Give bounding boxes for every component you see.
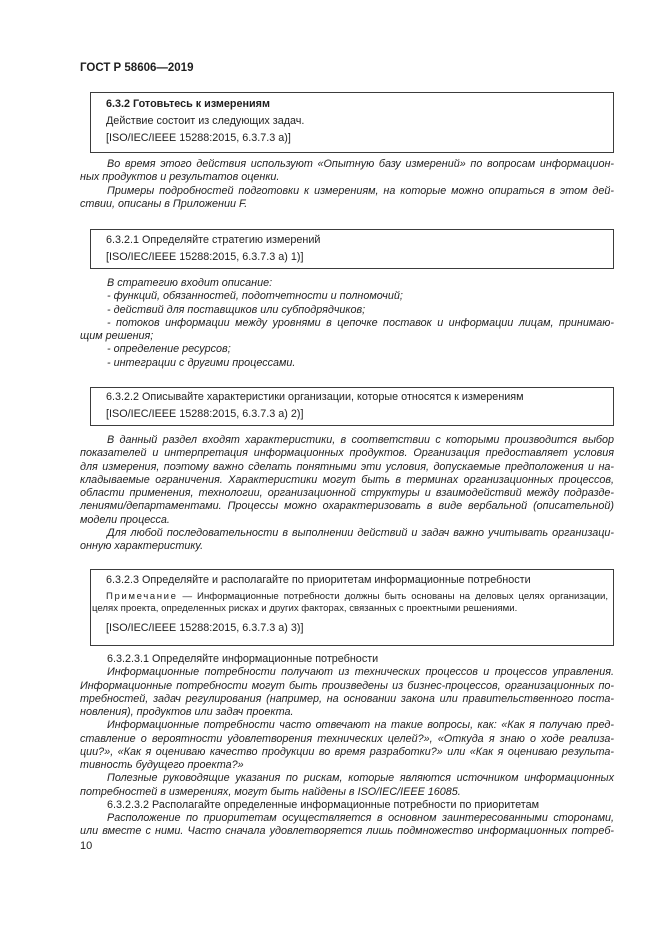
page-number: 10 — [80, 840, 93, 852]
paragraph — [80, 527, 614, 554]
clause-title: 6.3.2.1 Определяйте стратегию измерений — [106, 234, 321, 246]
paragraph-line: области применения, технологии, организационной структуры и взаимодействий между подразде- — [80, 487, 614, 499]
paragraph-line: В данный раздел входят характеристики, в соответствии с которыми производится выбор — [107, 434, 614, 446]
paragraph-line: Расположение по приоритетам осуществляется в основном заинтересованными сторонами, — [107, 812, 614, 824]
clause-text: Действие состоит из следующих задач. — [106, 115, 305, 127]
paragraph-line: Информационные потребности могут быть произведены из бизнес-процессов, организационных по- — [80, 679, 614, 692]
standard-designation: ГОСТ Р 58606—2019 — [80, 62, 194, 74]
list-intro: В стратегию входит описание: — [107, 277, 273, 289]
paragraph-line: Во время этого действия используют «Опытную базу измерений» по вопросам информацион- — [107, 158, 614, 170]
note-line: целях проекта, определенных рисках и других факторах, связанных с проектными решениями. — [92, 603, 518, 614]
list-item-line: - определение ресурсов; — [107, 343, 231, 356]
paragraph-line: ных продуктов и результатов оценки. — [80, 171, 280, 184]
explanation-6-3-2-1 — [80, 277, 614, 370]
subclause-title: 6.3.2.3.2 Располагайте определенные информационные потребности по приоритетам — [107, 798, 540, 811]
paragraph-line: кладываемые ограничения. Характеристики могут быть в терминах организационных процессов, — [80, 473, 614, 486]
paragraph-line: ствии, описаны в Приложении F. — [80, 197, 248, 210]
paragraph-line: Информационные потребности получают из технических процессов и процессов управления. — [107, 666, 614, 679]
paragraph — [80, 666, 614, 719]
paragraph — [80, 772, 614, 799]
paragraph-line: требностей, задач регулирования (например, на основании закона или правительственного поста- — [80, 692, 614, 705]
requirement-box-6-3-2-3 — [90, 569, 614, 646]
list-item — [80, 304, 614, 317]
note-text: — Информационные потребности должны быть основаны на деловых целях организации, — [182, 591, 608, 602]
paragraph-line: новления), продуктов или задач проекта. — [80, 706, 294, 718]
paragraph-line: ставление о вероятности удовлетворения технических целей?», «Откуда я знаю о ходе реализа- — [80, 732, 614, 745]
paragraph-line: показателей и интерпретация информационных продуктов. Организация предоставляет условия — [80, 447, 614, 460]
clause-reference: [ISO/IEC/IEEE 15288:2015, 6.3.7.3 a)] — [106, 132, 291, 144]
paragraph-line: ции?», «Как я оцениваю качество продукции во время разработки?» или «Как я оцениваю результа- — [80, 745, 614, 758]
paragraph-line: онную характеристику. — [80, 540, 204, 552]
note-line — [91, 591, 608, 603]
paragraph — [80, 158, 614, 185]
paragraph — [80, 185, 614, 212]
subclauses-6-3-2-3 — [80, 653, 614, 839]
paragraph-line: Для любой последовательности в выполнении действий и задач важно учитывать организаци- — [107, 526, 614, 539]
paragraph-line: Информационные потребности часто отвечают на такие вопросы, как: «Как я получаю пред- — [107, 719, 614, 732]
list-item — [80, 357, 614, 370]
paragraph-line: Полезные руководящие указания по рискам, которые являются источником информационных — [107, 772, 614, 785]
paragraph-line: тивность будущего проекта?» — [80, 759, 244, 771]
clause-title: 6.3.2 Готовьтесь к измерениям — [106, 98, 270, 110]
requirement-box-6-3-2-1 — [90, 229, 614, 269]
paragraph-line: Примеры подробностей подготовки к измерениям, на которые можно опираться в этом дей- — [107, 184, 614, 197]
clause-reference: [ISO/IEC/IEEE 15288:2015, 6.3.7.3 a) 3)] — [106, 622, 304, 634]
list-item-line: - потоков информации между уровнями в цепочке поставок и информации лицам, принимаю- — [107, 316, 614, 329]
clause-title: 6.3.2.2 Описывайте характеристики организации, которые относятся к измерениям — [106, 391, 524, 403]
clause-reference: [ISO/IEC/IEEE 15288:2015, 6.3.7.3 a) 1)] — [106, 251, 304, 263]
clause-title: 6.3.2.3 Определяйте и располагайте по приоритетам информационные потребности — [106, 574, 531, 586]
note — [91, 591, 608, 615]
clause-reference: [ISO/IEC/IEEE 15288:2015, 6.3.7.3 a) 2)] — [106, 408, 304, 420]
list-item-line: - функций, обязанностей, подотчетности и полномочий; — [107, 290, 403, 303]
note-label: Примечание — [106, 591, 178, 602]
paragraph-line: для измерения, поэтому важно сделать понятными эти условия, допускаемые предположения и на- — [80, 460, 614, 473]
paragraph — [80, 719, 614, 772]
requirement-box-6-3-2-2 — [90, 387, 614, 426]
list-item — [80, 343, 614, 356]
paragraph-line: потребностей в измерениях, могут быть найдены в ISO/IEC/IEEE 16085. — [80, 785, 461, 798]
list-item — [80, 290, 614, 303]
paragraph — [80, 434, 614, 527]
requirement-box-6-3-2 — [90, 92, 614, 153]
list-item-line: - действий для поставщиков или субподрядчиков; — [107, 303, 366, 316]
paragraph-line: модели процесса. — [80, 513, 170, 526]
paragraph-line: или вместе с ними. Часто сначала удовлетворяется лишь подмножество информационных потреб- — [80, 825, 614, 838]
paragraph-line: лениями/департаментами. Процессы можно охарактеризовать в виде вербальной (описательной) — [80, 500, 614, 513]
subclause-title: 6.3.2.3.1 Определяйте информационные потребности — [107, 653, 379, 665]
explanation-6-3-2 — [80, 158, 614, 211]
list-item-line: - интеграции с другими процессами. — [107, 356, 296, 369]
list-item-line: щим решения; — [80, 330, 154, 342]
explanation-6-3-2-2 — [80, 434, 614, 553]
list-item — [80, 317, 614, 344]
paragraph — [80, 812, 614, 839]
